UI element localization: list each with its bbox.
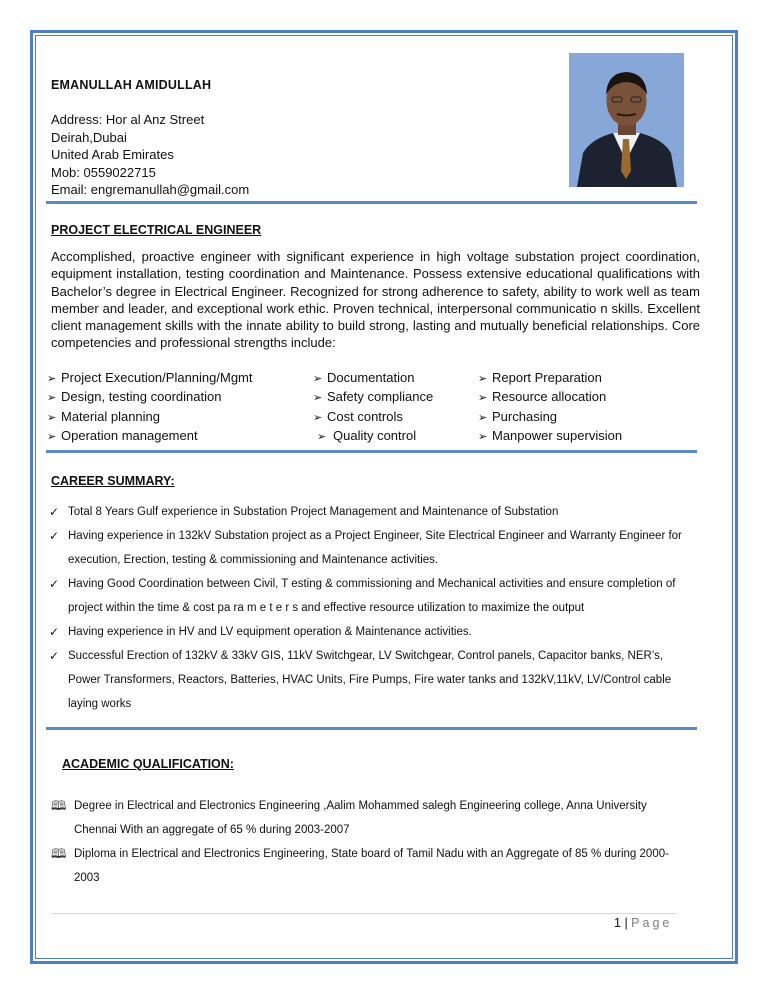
- arrow-bullet-icon: ➢: [478, 392, 488, 405]
- profile-photo-image: [569, 53, 684, 187]
- list-item: 🕮 Diploma in Electrical and Electronics Engineering, State board of Tamil Nadu with an Aggregate of 85 % during 2000-2003: [51, 842, 691, 890]
- candidate-name: EMANULLAH AMIDULLAH: [51, 78, 212, 92]
- section-divider: [46, 450, 697, 453]
- academic-list: [51, 794, 691, 890]
- competency-column-2: [313, 369, 433, 446]
- page-number: 1 | Page: [614, 916, 673, 930]
- list-item: ✓ Having Good Coordination between Civil, T esting & commissioning and Mechanical activities and ensure completion of project within the time & cost pa ra m e t e r s and effective resource utilization to maximize the output: [49, 572, 689, 620]
- contact-block: [51, 111, 249, 199]
- book-bullet-icon: 🕮: [51, 798, 67, 813]
- page-label: Page: [631, 916, 673, 930]
- competency-column-1: [47, 369, 252, 446]
- address-line: Address: Hor al Anz Street: [51, 112, 205, 127]
- country-line: United Arab Emirates: [51, 147, 174, 162]
- arrow-bullet-icon: ➢: [47, 373, 57, 385]
- competency-item: ➢ Design, testing coordination: [47, 388, 252, 407]
- competency-item: ➢ Material planning: [47, 408, 252, 427]
- competency-item: ➢ Project Execution/Planning/Mgmt: [47, 369, 252, 388]
- list-item: ✓ Successful Erection of 132kV & 33kV GIS, 11kV Switchgear, LV Switchgear, Control panels, Capacitor banks, NER’s, Power Transformers, Reactors, Batteries, HVAC Units, Fire Pumps, Fire water tanks and 132kV,11kV, LV/Control cable laying works: [49, 644, 689, 716]
- list-item: ✓ Having experience in 132kV Substation project as a Project Engineer, Site Electrical Engineer and Warranty Engineer for execution, Erection, testing & commissioning and Maintenance activities.: [49, 524, 689, 572]
- check-bullet-icon: ✓: [49, 625, 60, 639]
- profile-title: PROJECT ELECTRICAL ENGINEER: [51, 223, 262, 237]
- career-summary-heading: CAREER SUMMARY:: [51, 474, 175, 488]
- arrow-bullet-icon: ➢: [313, 411, 323, 424]
- section-divider: [46, 727, 697, 730]
- competency-item: ➢ Operation management: [47, 427, 252, 446]
- arrow-bullet-icon: ➢: [317, 430, 327, 443]
- page-separator: |: [624, 916, 628, 930]
- profile-photo: [569, 53, 684, 187]
- arrow-bullet-icon: ➢: [47, 392, 57, 405]
- check-bullet-icon: ✓: [49, 649, 60, 663]
- competency-item: ➢ Cost controls: [313, 408, 433, 427]
- competency-item: ➢ Report Preparation: [478, 369, 622, 388]
- profile-summary-text: Accomplished, proactive engineer with significant experience in high voltage substation project coordination, equipment installation, testing coordination and Maintenance. Possess extensive educational qualifications with Bachelor’s degree in Electrical Engineer. Recognized for strong adherence to safety, ability to work well as team member and leader, and exceptional work ethic. Proven technical, interpersonal communicatio n skills. Excellent client management skills with the innate ability to build strong, lasting and mutually beneficial relationships. Core competencies and professional strengths include:: [51, 249, 700, 351]
- arrow-bullet-icon: ➢: [313, 373, 323, 385]
- competency-item: ➢ Manpower supervision: [478, 427, 622, 446]
- email-line: Email: engremanullah@gmail.com: [51, 182, 250, 197]
- academic-heading: ACADEMIC QUALIFICATION:: [62, 757, 234, 771]
- profile-summary: [51, 248, 700, 352]
- mobile-line: Mob: 0559022715: [51, 164, 156, 180]
- arrow-bullet-icon: ➢: [478, 411, 488, 424]
- footer-divider: [51, 913, 677, 914]
- check-bullet-icon: ✓: [49, 577, 60, 591]
- section-divider: [46, 201, 697, 204]
- competency-column-3: [478, 369, 622, 446]
- arrow-bullet-icon: ➢: [47, 430, 57, 443]
- list-item: ✓ Having experience in HV and LV equipment operation & Maintenance activities.: [49, 620, 689, 644]
- competency-item: ➢ Purchasing: [478, 408, 622, 427]
- arrow-bullet-icon: ➢: [478, 430, 488, 443]
- career-summary-list: [49, 500, 689, 716]
- check-bullet-icon: ✓: [49, 505, 60, 519]
- list-item: 🕮 Degree in Electrical and Electronics Engineering ,Aalim Mohammed salegh Engineering college, Anna University Chennai With an aggregate of 65 % during 2003-2007: [51, 794, 691, 842]
- arrow-bullet-icon: ➢: [478, 373, 488, 385]
- book-bullet-icon: 🕮: [51, 846, 67, 861]
- arrow-bullet-icon: ➢: [313, 392, 323, 405]
- list-item: ✓ Total 8 Years Gulf experience in Substation Project Management and Maintenance of Substation: [49, 500, 689, 524]
- city-line: Deirah,Dubai: [51, 129, 127, 145]
- competency-item: ➢ Quality control: [313, 427, 433, 446]
- competency-item: ➢ Documentation: [313, 369, 433, 388]
- competency-item: ➢ Resource allocation: [478, 388, 622, 407]
- check-bullet-icon: ✓: [49, 529, 60, 543]
- arrow-bullet-icon: ➢: [47, 411, 57, 424]
- competency-item: ➢ Safety compliance: [313, 388, 433, 407]
